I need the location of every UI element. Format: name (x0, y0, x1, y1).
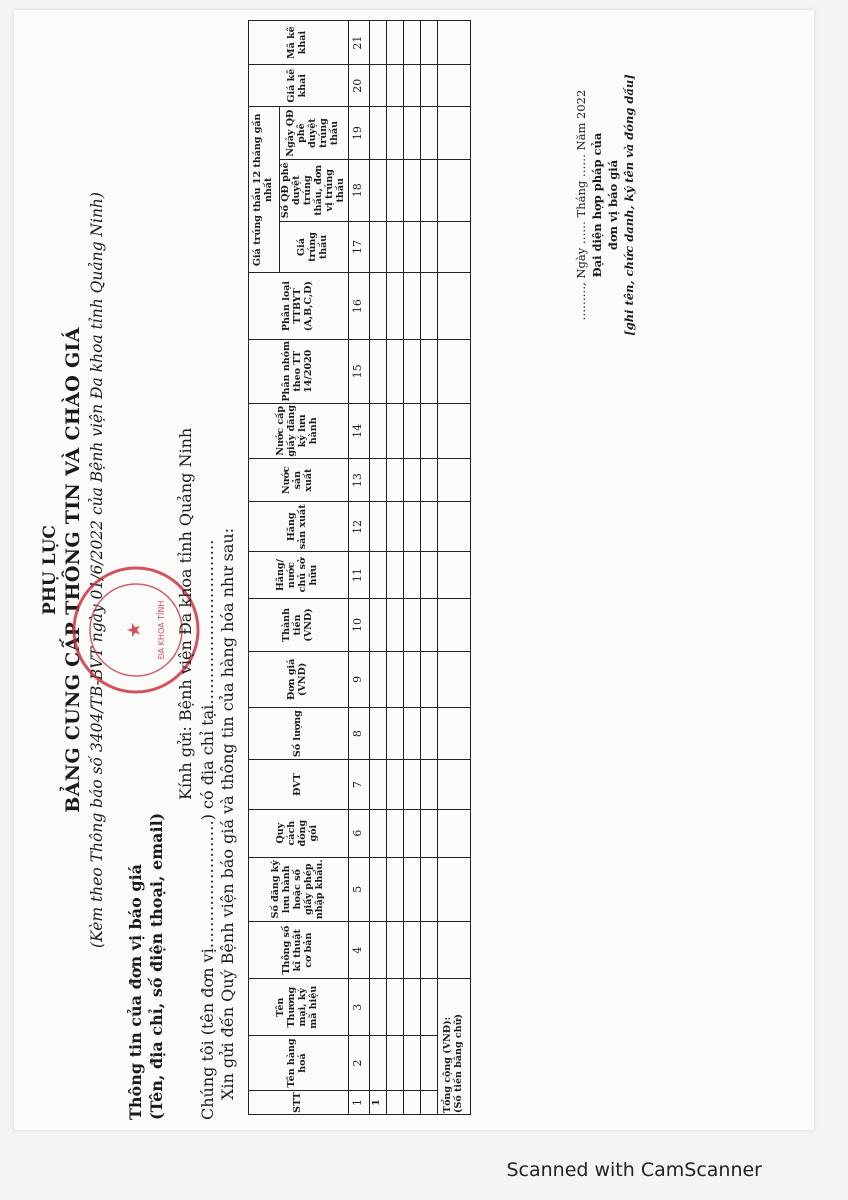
header-unit: ĐVT (249, 760, 349, 809)
total-label-line2: (Số tiền bằng chữ) (452, 1013, 464, 1113)
intro-line-quote: Xin gửi đến Quý Bệnh viện báo giá và thông tin của hàng hóa như sau: (218, 527, 237, 1100)
header-packaging: Quy cách đóng gói (249, 809, 349, 857)
column-number: 16 (348, 273, 369, 339)
table-row (420, 21, 437, 1115)
header-manufacturer: Hãng sản xuất (249, 502, 349, 552)
column-number: 9 (348, 652, 369, 708)
column-number: 21 (348, 21, 369, 65)
document-subtitle: (Kèm theo Thông báo số 3404/TB-BVT ngày 01/6/2022 của Bệnh viện Đa khoa tỉnh Quảng Ninh) (88, 192, 106, 948)
signature-role-line2: đơn vị báo giá (606, 159, 620, 251)
column-number: 20 (348, 65, 369, 107)
header-winning-price: Giá trúng thầu (280, 221, 349, 273)
header-trade-name: Tên Thương mại, ký mã hiệu (249, 979, 349, 1036)
column-number: 11 (348, 552, 369, 599)
table-row (369, 21, 386, 1115)
column-number: 4 (348, 921, 369, 979)
header-decision-date: Ngày QĐ phê duyệt trúng thầu (280, 107, 349, 160)
column-number: 12 (348, 502, 369, 552)
column-number: 10 (348, 598, 369, 651)
header-winning-price-group: Giá trúng thầu 12 tháng gần nhất (249, 107, 280, 273)
total-label-line1: Tổng cộng (VNĐ): (441, 1016, 453, 1113)
table-row (386, 21, 403, 1115)
column-number: 5 (348, 857, 369, 921)
header-declaration-code: Mã kê khai (249, 21, 349, 65)
svg-text:ĐA KHOA TỈNH: ĐA KHOA TỈNH (157, 600, 166, 660)
header-registration-number: Số đăng ký lưu hành hoặc số giấy phép nhập khẩu. (249, 857, 349, 921)
header-unit-price: Đơn giá (VND) (249, 652, 349, 708)
column-number: 2 (348, 1036, 369, 1091)
table-row (403, 21, 420, 1115)
header-group: Phân nhóm theo TT 14/2020 (249, 339, 349, 403)
column-number: 6 (348, 809, 369, 857)
signature-block (574, 65, 638, 345)
quotation-table (248, 20, 471, 1115)
unit-info-heading: Thông tin của đơn vị báo giá (126, 863, 145, 1120)
header-stt: STT (249, 1091, 349, 1115)
column-number: 15 (348, 339, 369, 403)
header-classification: Phân loại TTBYT (A,B,C,D) (249, 273, 349, 339)
row-stt: 1 (369, 1091, 386, 1115)
column-number: 17 (348, 221, 369, 273)
header-declared-price: Giá kê khai (249, 65, 349, 107)
total-label (437, 979, 470, 1115)
header-quantity: Số lượng (249, 707, 349, 760)
signature-role-line1: Đại diện hợp pháp của (590, 132, 604, 278)
recipient-line: Kính gửi: Bệnh viện Đa khoa tỉnh Quảng Ninh (176, 427, 195, 800)
document-title: BẢNG CUNG CẤP THÔNG TIN VÀ CHÀO GIÁ (62, 327, 84, 813)
header-country-of-origin: Nước sản xuất (249, 458, 349, 502)
signature-date: ………, Ngày …… Tháng …… Năm 2022 (574, 89, 588, 321)
unit-info-subheading: (Tên, địa chỉ, số điện thoại, email) (147, 812, 166, 1120)
column-number: 18 (348, 159, 369, 221)
column-number: 7 (348, 760, 369, 809)
column-number: 13 (348, 458, 369, 502)
appendix-title: PHỤ LỤC (40, 525, 60, 615)
column-number: 19 (348, 107, 369, 160)
header-amount: Thành tiền (VND) (249, 598, 349, 651)
svg-text:★: ★ (124, 621, 145, 639)
column-number: 1 (348, 1091, 369, 1115)
column-number-row (348, 21, 369, 1115)
total-row (437, 21, 470, 1115)
header-owner: Hãng/ nước chủ sở hữu (249, 552, 349, 599)
header-decision-number: Số QĐ phê duyệt trúng thầu, đơn vị trúng thầu (280, 159, 349, 221)
column-number: 14 (348, 403, 369, 458)
header-item-name: Tên hàng hoá (249, 1036, 349, 1091)
signature-note: [ghi tên, chức danh, ký tên và đóng dấu] (622, 74, 636, 336)
scanner-watermark: Scanned with CamScanner (506, 1159, 762, 1181)
header-registration-country: Nước cấp giấy đăng ký lưu hành (249, 403, 349, 458)
column-number: 8 (348, 707, 369, 760)
rotated-document (26, 20, 806, 1120)
header-specs: Thông số kĩ thuật cơ bản (249, 921, 349, 979)
scanned-page (14, 10, 814, 1130)
intro-line-address: Chúng tôi (tên đơn vị……………………) có địa chỉ tại…………………………. (198, 539, 217, 1120)
column-number: 3 (348, 979, 369, 1036)
